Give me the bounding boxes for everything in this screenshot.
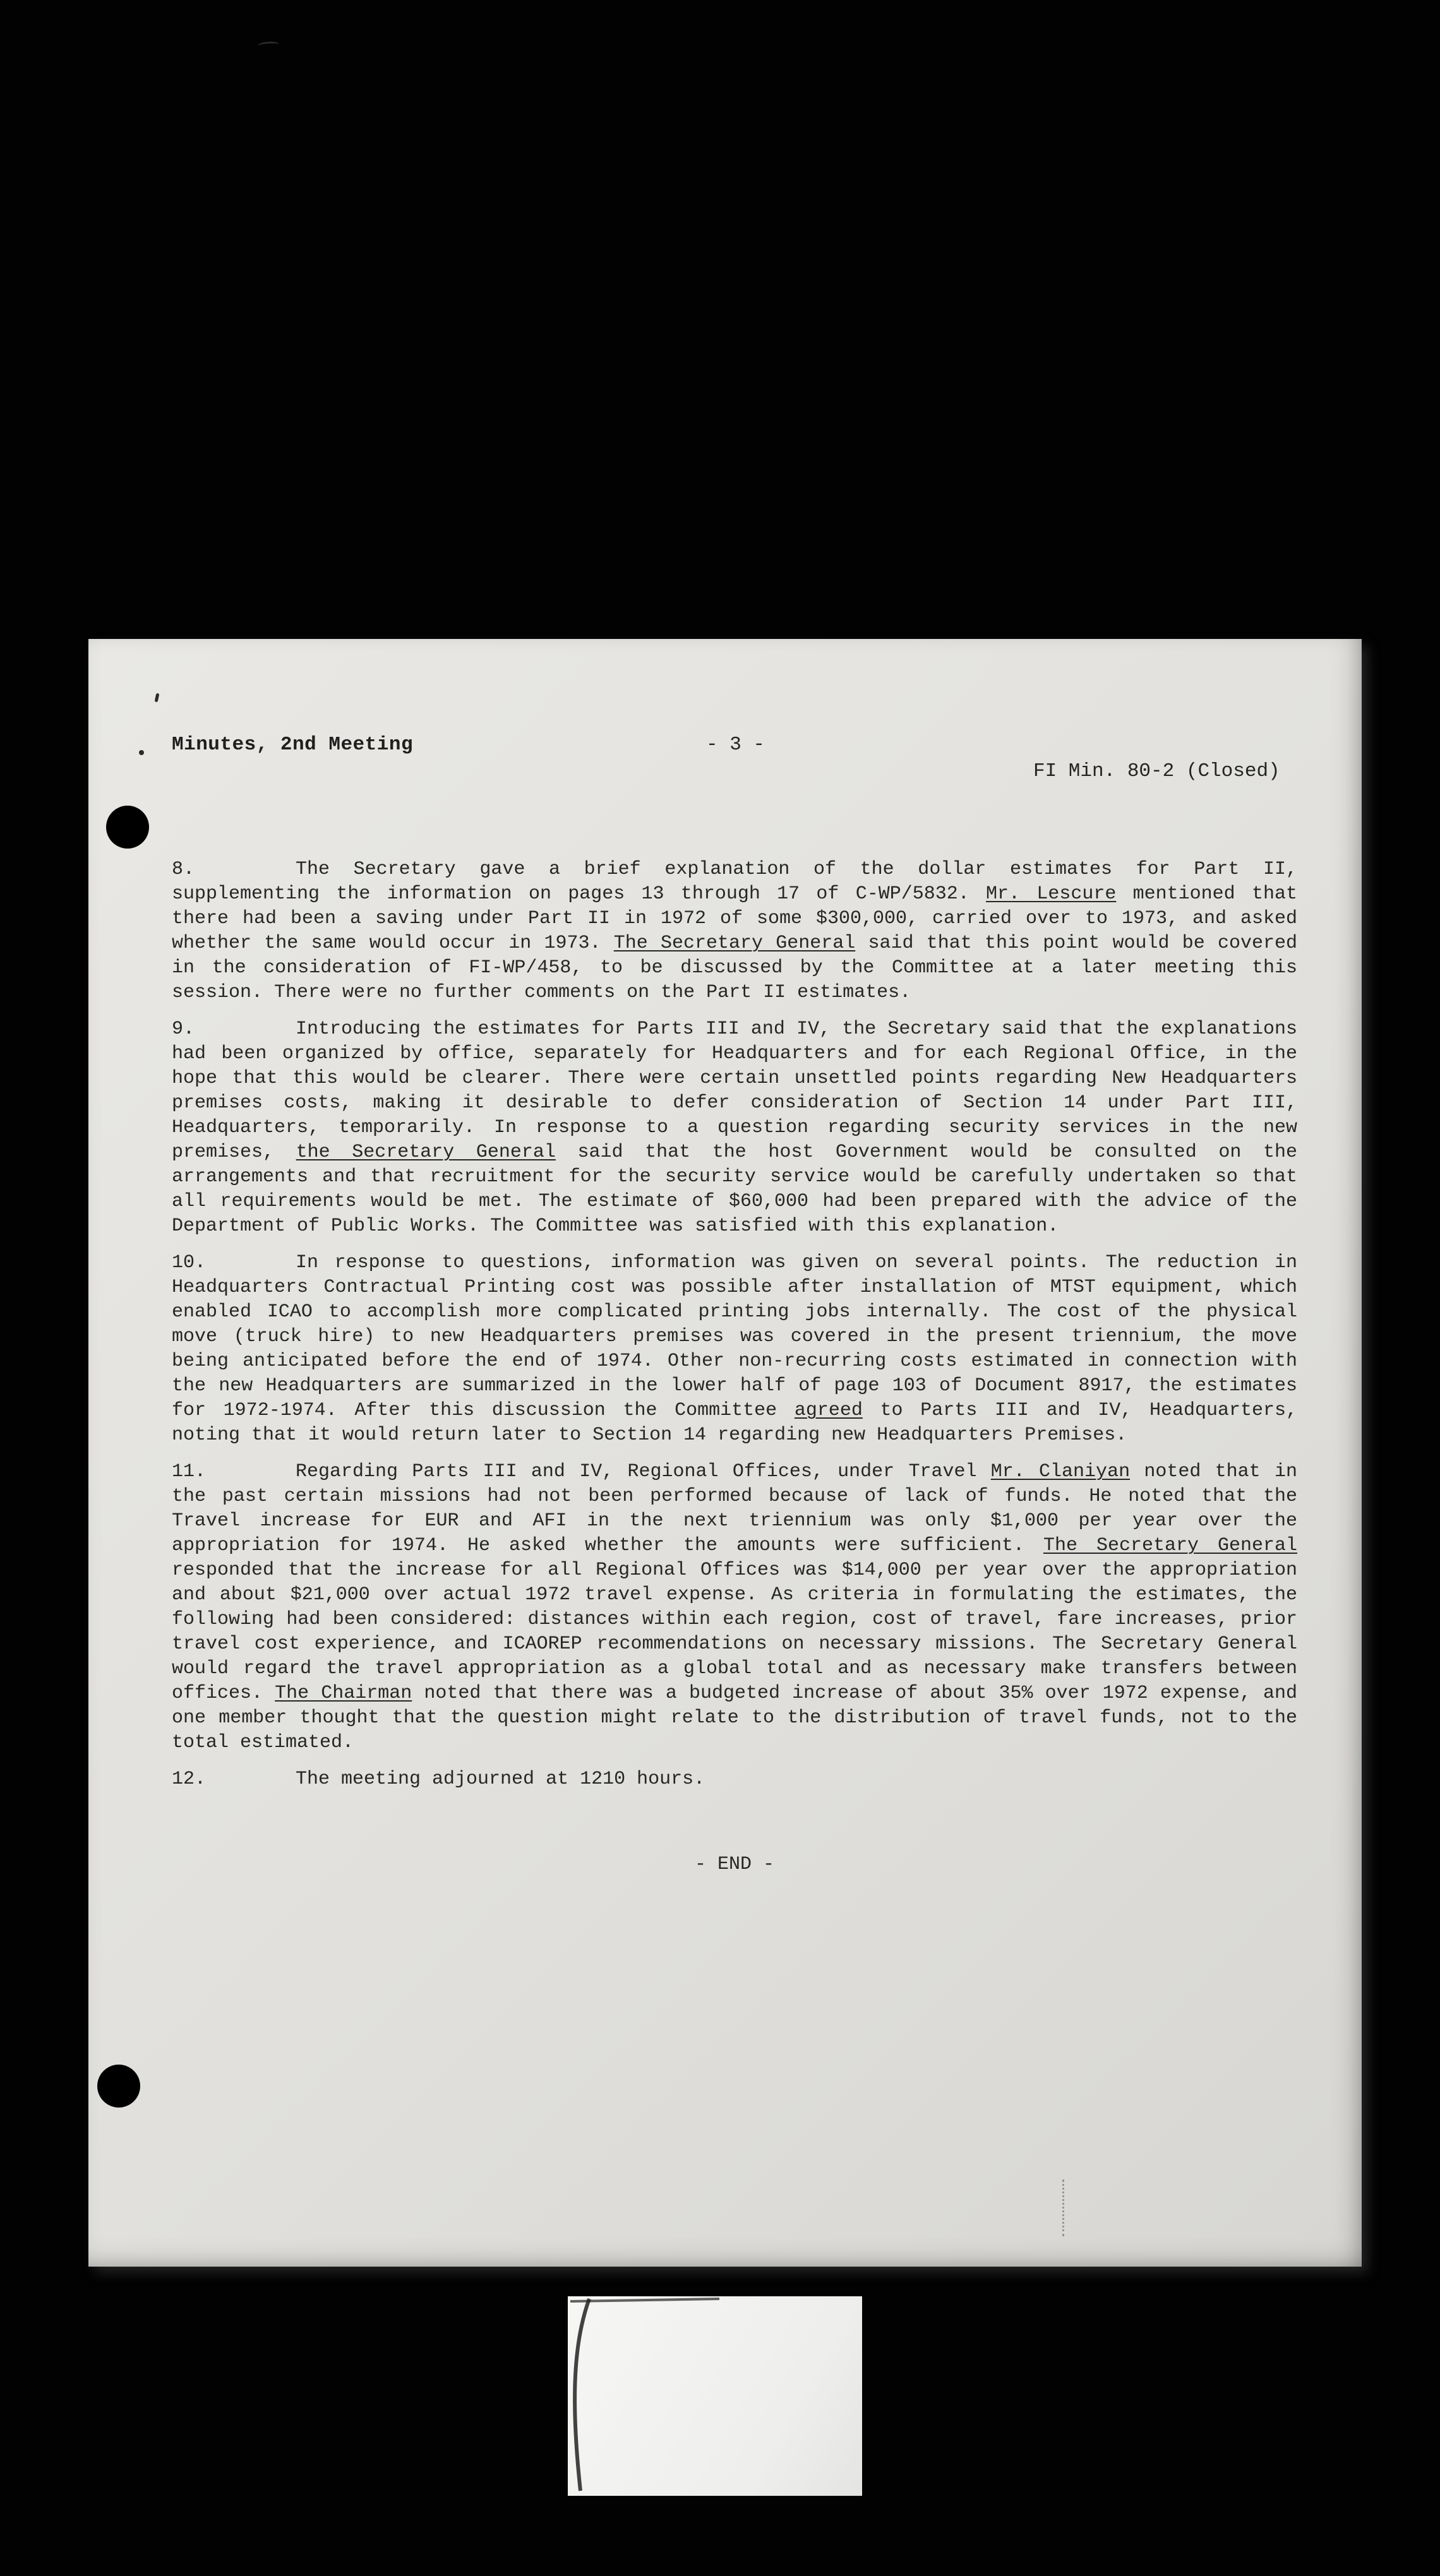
page-title: Minutes, 2nd Meeting bbox=[172, 734, 414, 756]
punch-hole bbox=[97, 2065, 140, 2108]
text-segment: In response to questions, information was given on several points. The reduction in Headquarters Contractual Printing cost was possible after installation of MTST equipment, which enabled ICAO to accomplish more complicated printing jobs internally. The cost of the physical move (truck hire) to new Headquarters premises was covered in the present triennium, the move being anticipated before the end of 1974. Other non-recurring costs estimated in connection with the new Headquarters are summarized in the lower half of page 103 of Document 8917, the estimates for 1972-1974. After this discussion the Committee bbox=[172, 1252, 1297, 1421]
underlined-text: Mr. Lescure bbox=[986, 883, 1117, 905]
scan-artifact-dotted-line bbox=[1062, 2179, 1065, 2236]
paragraph-number: 11. bbox=[172, 1461, 207, 1482]
text-segment: responded that the increase for all Regional Offices was $14,000 per year over the appropriation and about $21,000 over actual 1972 travel expense. As criteria in formulating the estimates, the following had been considered: distances within each region, cost of travel, fare increases, prior travel cost experience, and ICAOREP recommendations on necessary missions. The Secretary General would regard the travel appropriation as a global total and as necessary make transfers between offices. bbox=[172, 1559, 1297, 1704]
paragraph-number: 12. bbox=[172, 1768, 207, 1790]
scan-artifact-squiggle bbox=[258, 41, 280, 49]
scan-artifact-dot bbox=[139, 750, 144, 755]
underlined-text: The Chairman bbox=[275, 1683, 412, 1704]
paper-slip bbox=[568, 2296, 862, 2496]
underlined-text: agreed bbox=[794, 1400, 863, 1421]
text-segment: noted that in the past certain missions had not been performed because of lack of funds. He noted that the Travel increase for EUR and AFI in the next triennium was only $1,000 per year over the appropriation for 1974. He asked whether the amounts were sufficient. bbox=[172, 1461, 1297, 1556]
text-segment: to Parts III and IV, Headquarters, noting that it would return later to Section 14 regarding new Headquarters Premises. bbox=[172, 1400, 1297, 1446]
punch-hole bbox=[106, 806, 149, 849]
paragraph bbox=[172, 1767, 1297, 1792]
text-segment: mentioned that there had been a saving under Part II in 1972 of some $300,000, carried over to 1973, and asked whether the same would occur in 1973. bbox=[172, 883, 1297, 954]
underlined-text: The Secretary General bbox=[613, 933, 856, 954]
paragraph-number: 8. bbox=[172, 859, 195, 880]
paragraph bbox=[172, 1251, 1297, 1448]
scan-artifact-dot bbox=[155, 693, 160, 703]
underlined-text: the Secretary General bbox=[296, 1142, 556, 1163]
text-segment: said that the host Government would be consulted on the arrangements and that recruitment for the security service would be carefully undertaken so that all requirements would be met. The estimate of $60,000 had been prepared with the advice of the Department of Public Works. The Committee was satisfied with this explanation. bbox=[172, 1142, 1298, 1237]
end-marker: - END - bbox=[694, 1854, 775, 1875]
page-number: - 3 - bbox=[706, 734, 765, 756]
paragraph bbox=[172, 1017, 1297, 1239]
document-reference: FI Min. 80-2 (Closed) bbox=[1033, 760, 1280, 782]
text-segment: The Secretary gave a brief explanation of the dollar estimates for Part II, supplementing the information on pages 13 through 17 of C-WP/5832. bbox=[172, 859, 1297, 905]
underlined-text: The Secretary General bbox=[1043, 1535, 1297, 1556]
slip-mark bbox=[568, 2296, 862, 2496]
minutes-body bbox=[172, 857, 1297, 1877]
paragraph-number: 10. bbox=[172, 1252, 207, 1273]
paragraph-number: 9. bbox=[172, 1018, 195, 1040]
text-segment: said that this point would be covered in the consideration of FI-WP/458, to be discussed by the Committee at a later meeting this session. There were no further comments on the Part II estimates. bbox=[172, 933, 1297, 1003]
text-segment: The meeting adjourned at 1210 hours. bbox=[296, 1768, 705, 1790]
text-segment: noted that there was a budgeted increase of about 35% over 1972 expense, and one member thought that the question might relate to the distribution of travel funds, not to the total estimated. bbox=[172, 1683, 1297, 1753]
text-segment: Regarding Parts III and IV, Regional Offices, under Travel bbox=[296, 1461, 991, 1482]
paragraph bbox=[172, 857, 1297, 1005]
underlined-text: Mr. Claniyan bbox=[990, 1461, 1131, 1482]
minutes-page-paper bbox=[88, 639, 1362, 2267]
paragraph bbox=[172, 1460, 1297, 1755]
text-segment: Introducing the estimates for Parts III and IV, the Secretary said that the explanations had been organized by office, separately for Headquarters and for each Regional Office, in the hope that this would be clearer. There were certain unsettled points regarding New Headquarters premises costs, making it desirable to defer consideration of Section 14 under Part III, Headquarters, temporarily. In response to a question regarding security services in the new premises, bbox=[172, 1018, 1297, 1163]
